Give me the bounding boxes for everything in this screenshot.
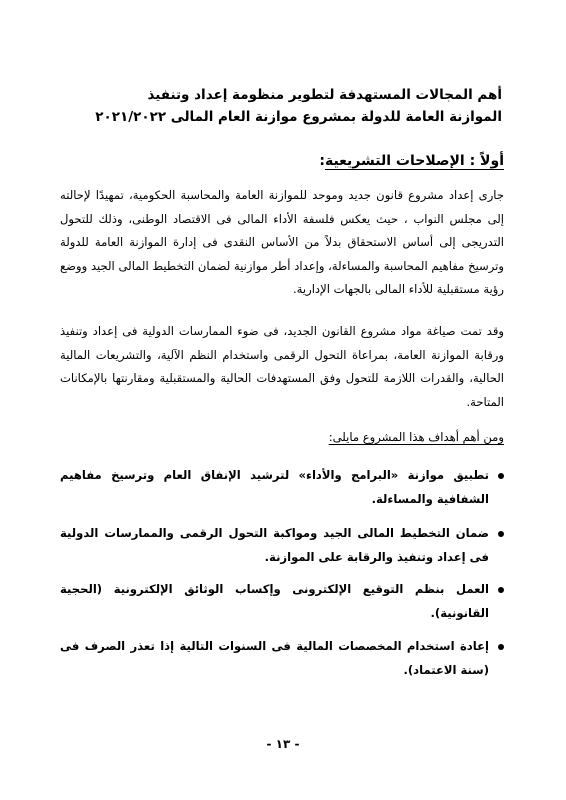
goal-text: تطبيق موازنة «البرامج والأداء» لترشيد الإنفاق العام وترسيخ مفاهيم الشفافية والمساءلة. (60, 468, 489, 506)
title-line-1: أهم المجالات المستهدفة لتطوير منظومة إعداد وتنفيذ (147, 87, 502, 103)
goal-item (60, 578, 504, 625)
goal-item (60, 464, 504, 511)
goal-item (60, 635, 504, 682)
document-title (60, 84, 502, 128)
section-heading (319, 150, 504, 172)
goal-text: ضمان التخطيط المالى الجيد ومواكبة التحول الرقمى والممارسات الدولية فى إعداد وتنفيذ والرقابة على الموازنة. (60, 526, 489, 564)
goals-list (60, 464, 504, 682)
paragraph-1: جارى إعداد مشروع قانون جديد وموحد للموازنة العامة والمحاسبة الحكومية، تمهيدًا لإحالته إلى مجلس النواب ، حيث يعكس فلسفة الأداء المالى فى الاقتصاد الوطنى، وذلك للتحول التدريجى إلى أساس الاستحقاق بدلاً من الأساس النقدى فى إدارة الموازنة العامة للدولة وترسيخ مفاهيم المحاسبة والمساءلة، وإعداد أطر موازنية لضمان التخطيط المالى الجيد ووضع رؤية مستقبلية للأداء المالى بالجهات الإدارية. (60, 188, 504, 296)
title-line-2: الموازنة العامة للدولة بمشروع موازنة العام المالى ٢٠٢١/٢٠٢٢ (95, 109, 502, 125)
bullet-icon (498, 531, 504, 537)
goal-text: إعادة استخدام المخصصات المالية فى السنوات التالية إذا تعذر الصرف فى (سنة الاعتماد). (60, 639, 489, 677)
bullet-icon (498, 473, 504, 479)
goal-item (60, 522, 504, 569)
paragraph-2: وقد تمت صياغة مواد مشروع القانون الجديد، فى ضوء الممارسات الدولية فى إعداد وتنفيذ ورقابة الموازنة العامة، بمراعاة التحول الرقمى واستخدام النظم الآلية، والتشريعات المالية الحالية، والقدرات اللازمة للتحول وفق المستهدفات الحالية والمستقبلية ومقارنتها بالإمكانات المتاحة. (60, 324, 504, 409)
goal-text: العمل بنظم التوقيع الإلكترونى وإكساب الوثائق الإلكترونية (الحجية القانونية). (60, 582, 489, 620)
section-heading-colon: : (319, 153, 325, 169)
goals-intro: ومن أهم أهداف هذا المشروع مايلى: (328, 430, 504, 444)
bullet-icon (498, 587, 504, 593)
page-number: - ١٣ - (266, 737, 300, 751)
section-heading-label: أولاً : الإصلاحات التشريعية (324, 153, 504, 169)
bullet-icon (498, 644, 504, 650)
